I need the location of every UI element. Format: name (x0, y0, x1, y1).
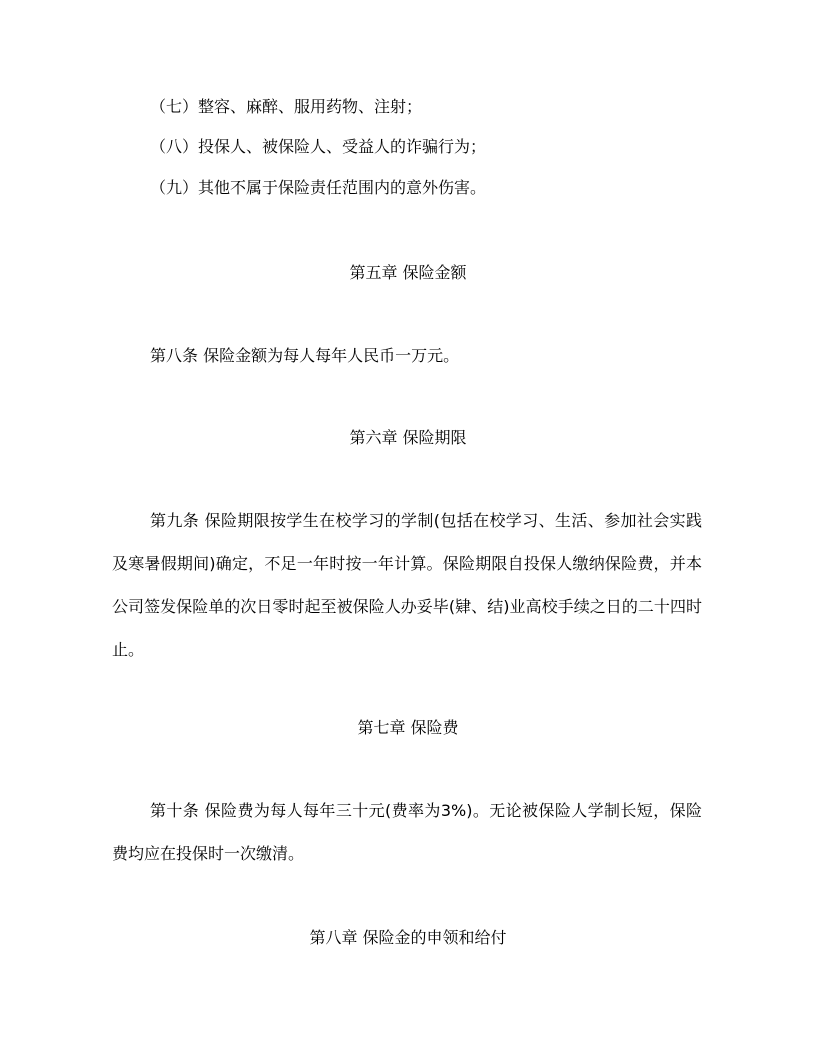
article-8: 第八条 保险金额为每人每年人民币一万元。 (150, 346, 460, 365)
exclusion-item-9: （九）其他不属于保险责任范围内的意外伤害。 (150, 178, 487, 197)
chapter-7-heading: 第七章 保险费 (357, 718, 459, 737)
chapter-8-heading: 第八章 保险金的申领和给付 (309, 928, 507, 947)
chapter-6-heading: 第六章 保险期限 (349, 428, 467, 447)
exclusion-item-7: （七）整容、麻醉、服用药物、注射； (150, 97, 423, 116)
exclusion-item-8: （八）投保人、被保险人、受益人的诈骗行为； (150, 137, 487, 156)
article-9: 第九条 保险期限按学生在校学习的学制(包括在校学习、生活、参加社会实践及寒暑假期间)确定，不足一年时按一年计算。保险期限自投保人缴纳保险费，并本公司签发保险单的次日零时起至被保险人办妥毕(肄、结)业高校手续之日的二十四时止。 (112, 511, 702, 659)
article-10: 第十条 保险费为每人每年三十元(费率为3%)。无论被保险人学制长短，保险费均应在投保时一次缴清。 (112, 801, 702, 863)
chapter-5-heading: 第五章 保险金额 (349, 263, 467, 282)
